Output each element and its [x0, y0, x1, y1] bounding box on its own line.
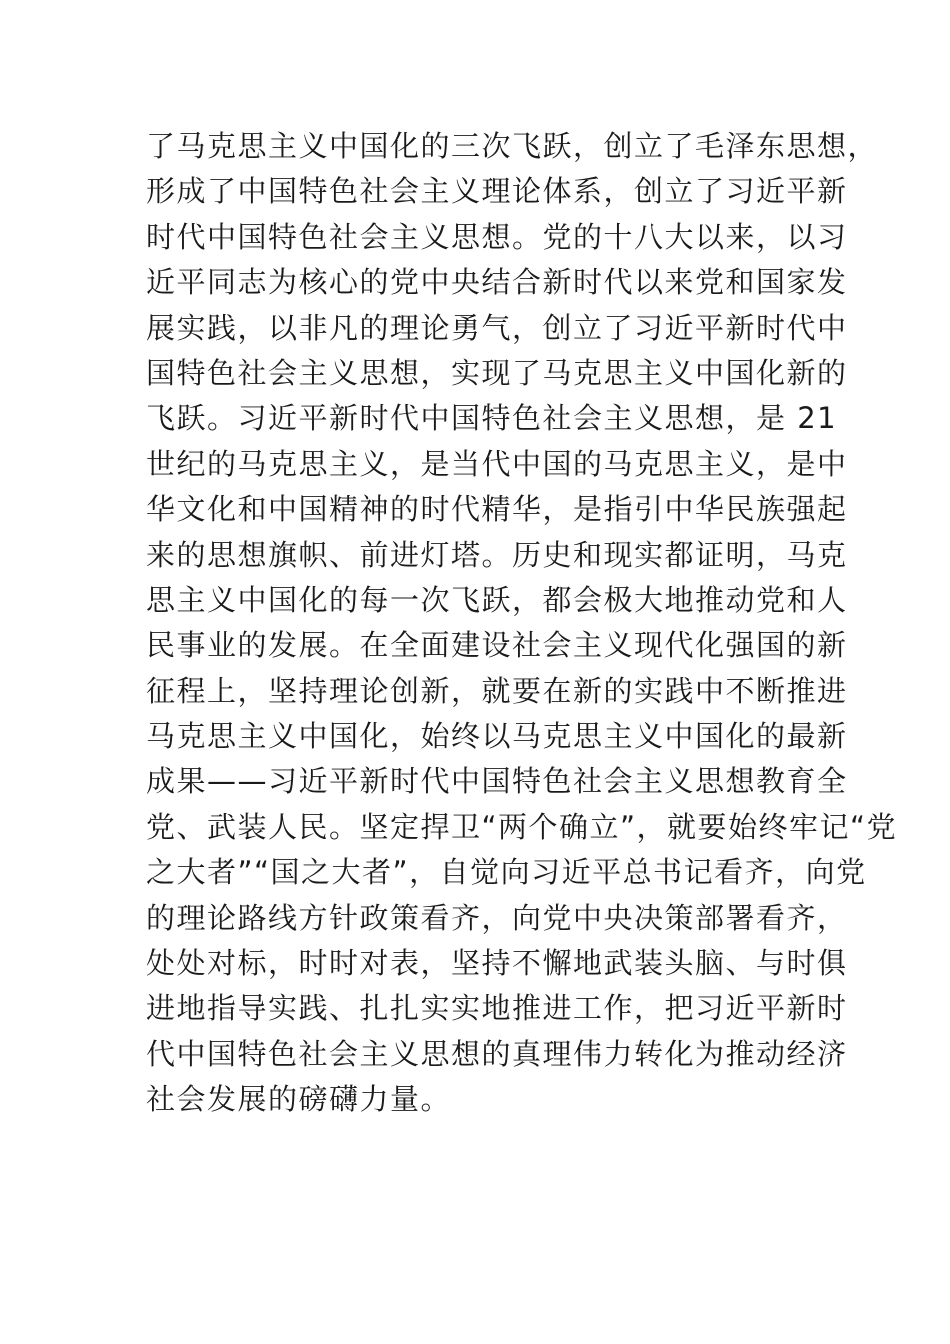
text-line: 世纪的马克思主义，是当代中国的马克思主义，是中: [146, 446, 848, 481]
text-line: 国特色社会主义思想，实现了马克思主义中国化新的: [146, 355, 848, 390]
text-line: 之大者”“国之大者”，自觉向习近平总书记看齐，向党: [146, 855, 867, 890]
text-line: 形成了中国特色社会主义理论体系，创立了习近平新: [146, 174, 848, 209]
text-line: 的理论路线方针政策看齐，向党中央决策部署看齐，: [146, 900, 848, 935]
body-paragraph: [146, 124, 898, 1123]
text-line: 进地指导实践、扎扎实实地推进工作，把习近平新时: [146, 991, 848, 1026]
text-line: 近平同志为核心的党中央结合新时代以来党和国家发: [146, 265, 848, 300]
text-line: 代中国特色社会主义思想的真理伟力转化为推动经济: [146, 1036, 848, 1071]
text-line: 成果——习近平新时代中国特色社会主义思想教育全: [146, 764, 848, 799]
text-line: 华文化和中国精神的时代精华，是指引中华民族强起: [146, 492, 848, 527]
text-line: 来的思想旗帜、前进灯塔。历史和现实都证明，马克: [146, 537, 848, 572]
text-line: 思主义中国化的每一次飞跃，都会极大地推动党和人: [146, 582, 848, 617]
text-line: 了马克思主义中国化的三次飞跃，创立了毛泽东思想，: [146, 129, 879, 163]
text-line: 民事业的发展。在全面建设社会主义现代化强国的新: [146, 628, 848, 663]
text-line: 飞跃。习近平新时代中国特色社会主义思想，是 21: [146, 401, 838, 436]
text-line: 社会发展的磅礴力量。: [146, 1082, 452, 1117]
text-line: 展实践，以非凡的理论勇气，创立了习近平新时代中: [146, 310, 848, 345]
text-line: 处处对标，时时对表，坚持不懈地武装头脑、与时俱: [146, 946, 848, 981]
text-line: 征程上，坚持理论创新，就要在新的实践中不断推进: [146, 673, 848, 708]
text-line: 时代中国特色社会主义思想。党的十八大以来，以习: [146, 219, 848, 254]
text-line: 马克思主义中国化，始终以马克思主义中国化的最新: [146, 719, 848, 754]
text-line: 党、武装人民。坚定捍卫“两个确立”，就要始终牢记“党: [146, 809, 898, 844]
